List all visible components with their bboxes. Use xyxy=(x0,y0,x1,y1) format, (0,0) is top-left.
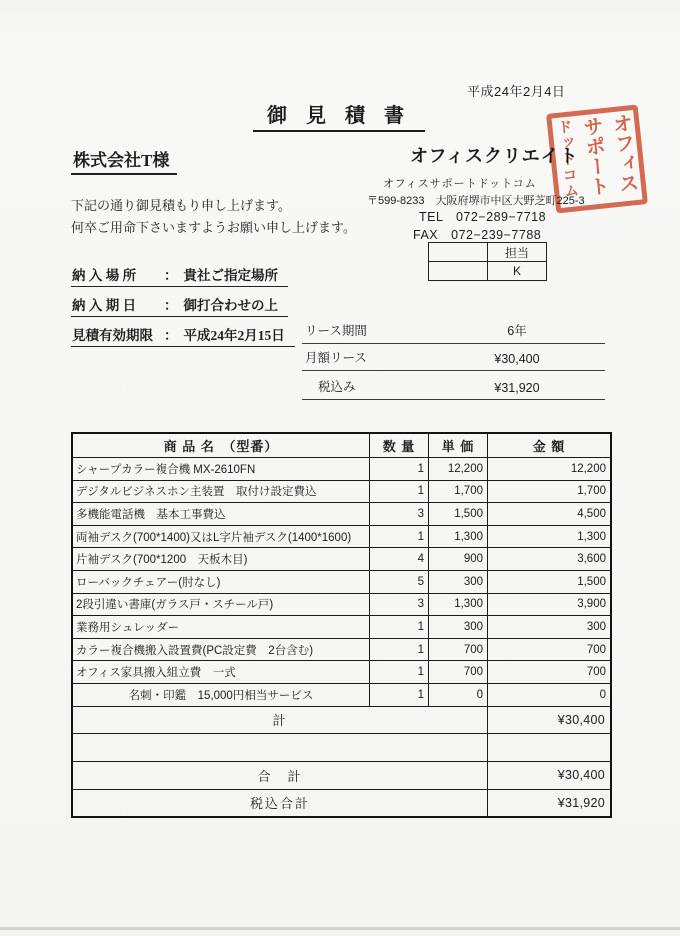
item-row xyxy=(73,571,610,594)
term-value: 貴社ご指定場所 xyxy=(183,268,278,283)
item-row xyxy=(73,458,610,481)
item-row xyxy=(73,481,610,504)
document-title: 御 見 積 書 xyxy=(253,99,425,132)
item-row xyxy=(73,684,610,707)
summary-row-blank xyxy=(73,734,610,762)
items-table xyxy=(71,432,612,818)
stamp-text-middle: サポート xyxy=(579,115,610,198)
item-unit-price: 0 xyxy=(429,684,488,706)
item-name: カラー複合機搬入設置費(PC設定費 2台含む) xyxy=(73,639,370,661)
company-brand: オフィスサポートドットコム xyxy=(383,178,537,190)
term-colon: ： xyxy=(164,328,178,343)
item-qty: 3 xyxy=(370,594,429,616)
terms-list xyxy=(71,264,295,354)
lease-label: 税込み xyxy=(318,380,356,394)
summary-row-subtotal xyxy=(73,707,610,734)
item-amount: 12,200 xyxy=(570,462,606,475)
item-qty: 1 xyxy=(370,526,429,548)
summary-value xyxy=(488,734,610,761)
item-amount: 1,500 xyxy=(577,575,606,588)
lease-row-period xyxy=(302,321,605,344)
contact-empty-cell xyxy=(429,262,488,280)
item-row xyxy=(73,526,610,549)
item-qty: 4 xyxy=(370,548,429,570)
term-row-delivery-place xyxy=(71,264,288,287)
term-colon: ： xyxy=(164,298,178,313)
item-name: オフィス家具搬入組立費 一式 xyxy=(73,661,370,683)
lease-label: リース期間 xyxy=(305,324,367,338)
item-unit-price: 1,500 xyxy=(429,503,488,525)
item-unit-price: 700 xyxy=(429,639,488,661)
lease-summary-table xyxy=(302,321,605,400)
item-name: 両袖デスク(700*1400)又はL字片袖デスク(1400*1600) xyxy=(73,526,370,548)
item-name: シャープカラー複合機 MX-2610FN xyxy=(73,458,370,480)
item-amount: 0 xyxy=(599,688,606,701)
summary-value: ¥30,400 xyxy=(557,712,605,727)
summary-label: 計 xyxy=(73,707,488,733)
contact-person-cell: K xyxy=(512,264,521,278)
item-unit-price: 900 xyxy=(429,548,488,570)
header-product-name: 商 品 名 （型番） xyxy=(73,434,370,457)
lease-row-tax-included xyxy=(302,371,605,400)
header-quantity: 数 量 xyxy=(370,434,429,457)
summary-label: 合 計 xyxy=(73,762,488,789)
lease-value: 6年 xyxy=(507,324,527,338)
item-unit-price: 300 xyxy=(429,616,488,638)
item-qty: 3 xyxy=(370,503,429,525)
item-unit-price: 700 xyxy=(429,661,488,683)
term-value: 平成24年2月15日 xyxy=(183,328,285,343)
item-unit-price: 300 xyxy=(429,571,488,593)
item-amount: 4,500 xyxy=(577,507,606,520)
document-date: 平成24年2月4日 xyxy=(467,84,566,99)
item-name: ローバックチェアー(肘なし) xyxy=(73,571,370,593)
item-qty: 1 xyxy=(370,616,429,638)
item-qty: 1 xyxy=(370,458,429,480)
term-value: 御打合わせの上 xyxy=(183,298,278,313)
item-row xyxy=(73,616,610,639)
term-label: 納 入 場 所 xyxy=(72,268,137,283)
item-row xyxy=(73,639,610,662)
contact-person-table xyxy=(428,242,547,281)
item-qty: 1 xyxy=(370,684,429,706)
item-name: 業務用シュレッダー xyxy=(73,616,370,638)
item-unit-price: 1,300 xyxy=(429,594,488,616)
greeting-line-1: 下記の通り御見積もり申し上げます。 xyxy=(71,198,291,213)
item-name: 片袖デスク(700*1200 天板木目) xyxy=(73,548,370,570)
summary-value: ¥30,400 xyxy=(557,768,605,783)
summary-value: ¥31,920 xyxy=(557,795,605,810)
item-amount: 300 xyxy=(586,620,606,633)
item-row xyxy=(73,503,610,526)
stamp-text-left: ドットコム xyxy=(554,118,580,200)
item-qty: 1 xyxy=(370,661,429,683)
item-qty: 1 xyxy=(370,481,429,503)
item-name: 2段引違い書庫(ガラス戸・スチール戸) xyxy=(73,594,370,616)
item-amount: 3,600 xyxy=(577,553,606,566)
item-qty: 1 xyxy=(370,639,429,661)
item-row xyxy=(73,661,610,684)
scan-edge-line xyxy=(0,927,680,930)
header-unit-price: 単 価 xyxy=(429,434,488,457)
item-unit-price: 1,300 xyxy=(429,526,488,548)
item-row xyxy=(73,594,610,617)
company-name: オフィスクリエイト xyxy=(410,146,579,166)
summary-row-total-with-tax xyxy=(73,790,610,816)
term-label: 納 入 期 日 xyxy=(72,298,137,313)
lease-row-monthly xyxy=(302,344,605,371)
lease-value: ¥30,400 xyxy=(494,352,540,366)
item-amount: 1,700 xyxy=(577,485,606,498)
item-name: 多機能電話機 基本工事費込 xyxy=(73,503,370,525)
item-amount: 1,300 xyxy=(577,530,606,543)
item-amount: 3,900 xyxy=(577,598,606,611)
greeting-line-2: 何卒ご用命下さいますようお願い申し上げます。 xyxy=(71,220,356,235)
contact-empty-cell xyxy=(429,243,488,262)
summary-label: 税込合計 xyxy=(73,790,488,816)
header-amount: 金 額 xyxy=(532,439,566,454)
term-row-validity xyxy=(71,324,295,347)
item-name: デジタルビジネスホン主装置 取付け設定費込 xyxy=(73,481,370,503)
lease-label: 月額リース xyxy=(305,351,367,365)
company-fax: FAX 072−239−7788 xyxy=(413,228,542,242)
item-unit-price: 1,700 xyxy=(429,481,488,503)
contact-header-cell: 担当 xyxy=(488,243,546,262)
item-row xyxy=(73,548,610,571)
item-unit-price: 12,200 xyxy=(429,458,488,480)
item-amount: 700 xyxy=(586,643,606,656)
item-name: 名刺・印鑑 15,000円相当サービス xyxy=(73,684,370,706)
item-amount: 700 xyxy=(586,666,606,679)
summary-label xyxy=(73,734,488,761)
term-row-delivery-date xyxy=(71,294,288,317)
item-qty: 5 xyxy=(370,571,429,593)
summary-row-total xyxy=(73,762,610,790)
stamp-text-right: オフィス xyxy=(608,112,639,195)
term-colon: ： xyxy=(164,268,178,283)
company-address: 〒599-8233 大阪府堺市中区大野芝町225-3 xyxy=(367,195,585,207)
company-tel: TEL 072−289−7718 xyxy=(419,210,547,224)
customer-name: 株式会社T様 xyxy=(71,146,177,175)
lease-value: ¥31,920 xyxy=(494,381,540,395)
company-seal-stamp xyxy=(546,104,648,213)
term-label: 見積有効期限 xyxy=(72,328,153,343)
items-header-row xyxy=(73,434,610,458)
